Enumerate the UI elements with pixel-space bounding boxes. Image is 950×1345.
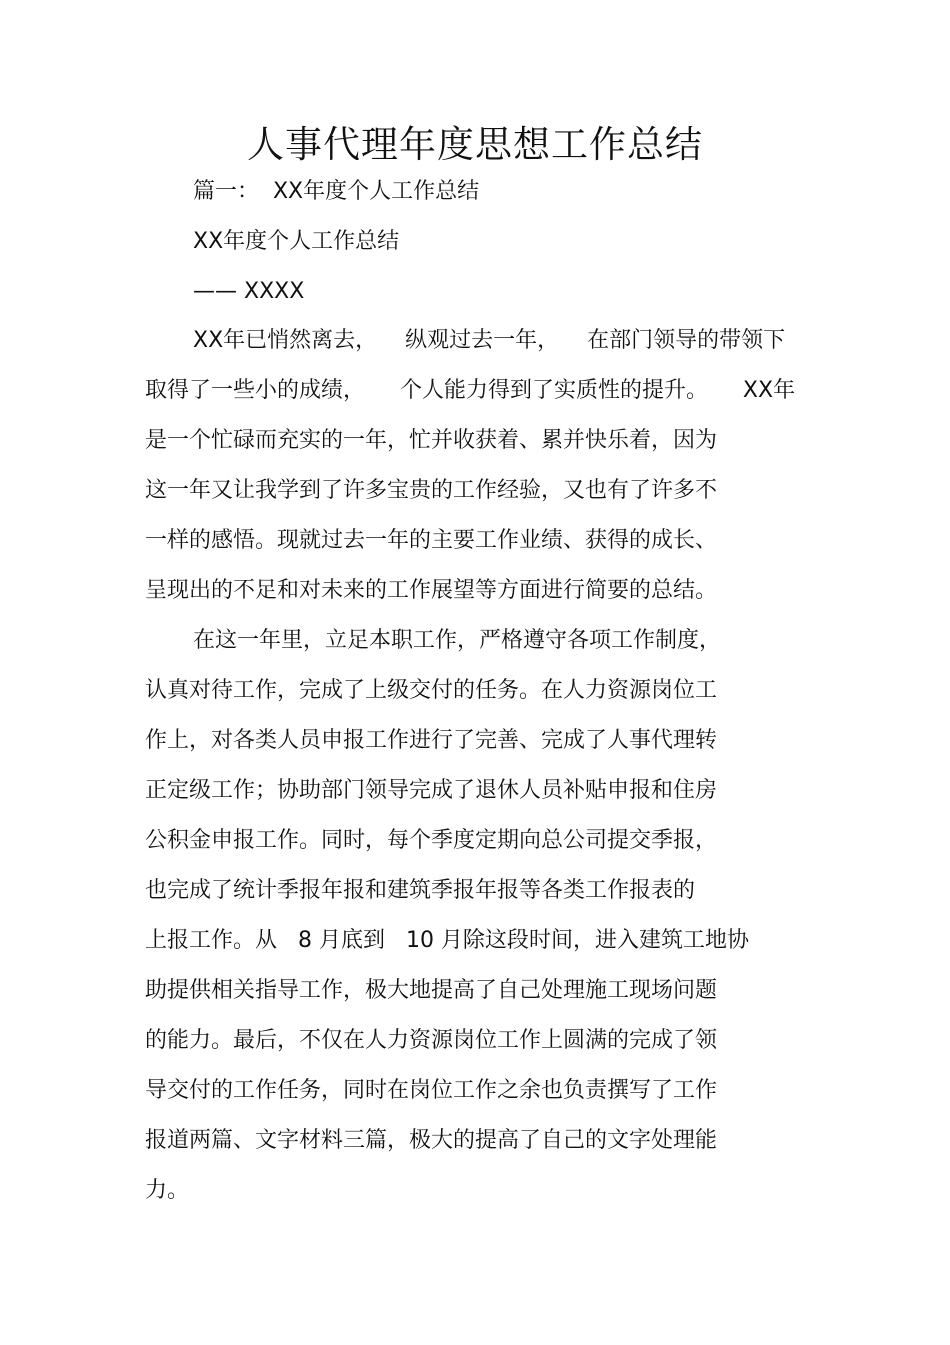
paragraph-line: 力。 (145, 1178, 190, 1203)
paragraph-line: 助提供相关指导工作，极大地提高了自己处理施工现场问题 (145, 978, 718, 1003)
section-heading: 篇一： XX年度个人工作总结 (193, 179, 480, 204)
paragraph-line: 作上，对各类人员申报工作进行了完善、完成了人事代理转 (145, 728, 718, 753)
paragraph-line: 认真对待工作，完成了上级交付的任务。在人力资源岗位工 (145, 678, 718, 703)
paragraph-line: 取得了一些小的成绩， 个人能力得到了实质性的提升。 XX年 (145, 378, 796, 403)
paragraph-line: XX年已悄然离去， 纵观过去一年， 在部门领导的带领下 (193, 328, 786, 353)
paragraph-line: 报道两篇、文字材料三篇，极大的提高了自己的文字处理能 (145, 1128, 718, 1153)
paragraph-line: 上报工作。从 8 月底到 10 月除这段时间，进入建筑工地协 (145, 928, 749, 953)
paragraph-line: 也完成了统计季报年报和建筑季报年报等各类工作报表的 (145, 878, 696, 903)
paragraph-line: 是一个忙碌而充实的一年，忙并收获着、累并快乐着，因为 (145, 428, 718, 453)
paragraph-line: 导交付的工作任务，同时在岗位工作之余也负责撰写了工作 (145, 1078, 718, 1103)
document-title: 人事代理年度思想工作总结 (247, 123, 703, 166)
paragraph-line: 正定级工作；协助部门领导完成了退休人员补贴申报和住房 (145, 778, 718, 803)
paragraph-line: 呈现出的不足和对未来的工作展望等方面进行简要的总结。 (145, 578, 718, 603)
subheading: XX年度个人工作总结 (193, 229, 400, 254)
paragraph-line: 的能力。最后，不仅在人力资源岗位工作上圆满的完成了领 (145, 1028, 718, 1053)
author-line: —— XXXX (193, 279, 305, 304)
paragraph-line: 在这一年里，立足本职工作，严格遵守各项工作制度， (193, 628, 722, 653)
paragraph-line: 公积金申报工作。同时，每个季度定期向总公司提交季报， (145, 828, 718, 853)
paragraph-line: 这一年又让我学到了许多宝贵的工作经验，又也有了许多不 (145, 478, 718, 503)
paragraph-line: 一样的感悟。现就过去一年的主要工作业绩、获得的成长、 (145, 528, 718, 553)
